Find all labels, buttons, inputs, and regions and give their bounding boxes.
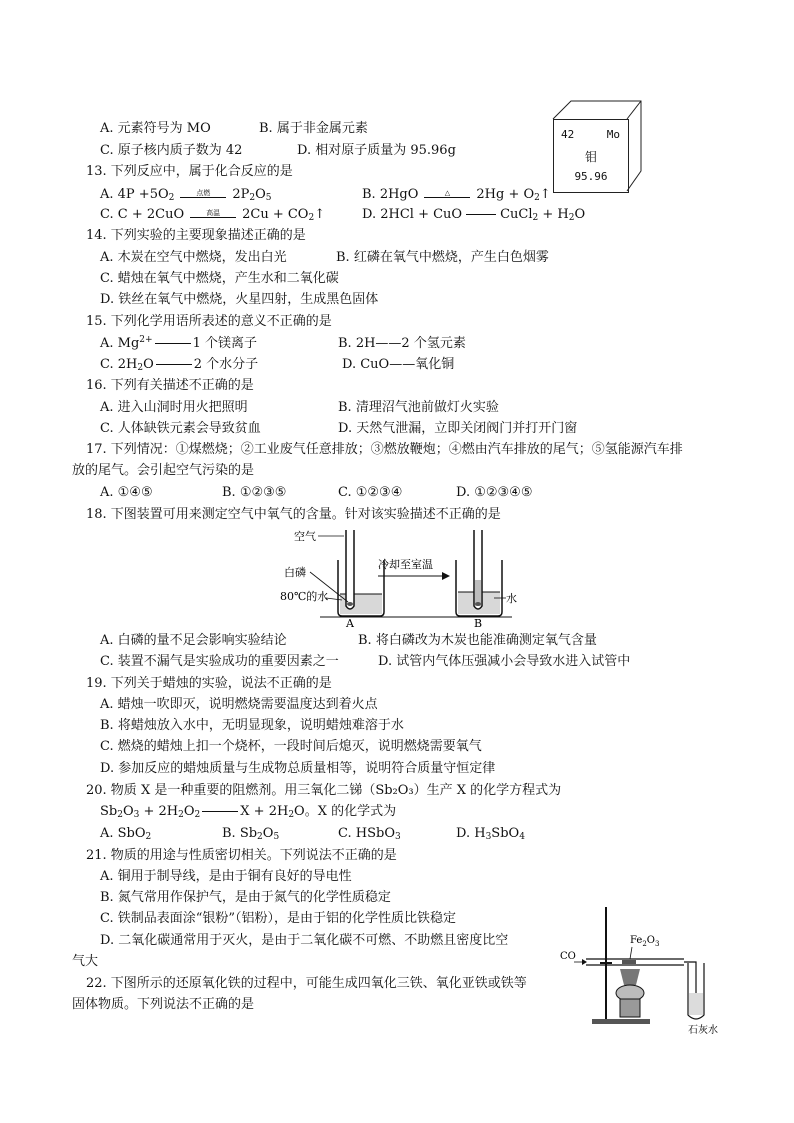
element-card-3d-edges: [552, 100, 642, 194]
fig-label-cool: 冷却至室温: [378, 558, 433, 571]
q20-option-c: C. HSbO$_3$: [338, 826, 401, 842]
q14-option-a: A. 木炭在空气中燃烧，发出白光: [100, 250, 287, 265]
q20-equation-tail: 。X 的化学式为: [304, 804, 397, 819]
q17-stem-line2: 放的尾气。会引起空气污染的是: [72, 463, 255, 478]
q18-figure: [280, 526, 530, 630]
q15-option-a-text: 1 个镁离子: [192, 336, 257, 351]
q20-stem: 20. 物质 X 是一种重要的阻燃剂。用三氧化二锑（Sb₂O₃）生产 X 的化学方程式为: [86, 783, 562, 798]
q20-option-a: A. SbO$_2$: [100, 826, 152, 842]
element-symbol: Mo: [606, 128, 620, 141]
element-name: 钼: [584, 150, 597, 164]
q15-stem: 15. 下列化学用语所表述的意义不正确的是: [86, 314, 332, 329]
condition-ignite: 点燃: [196, 188, 211, 197]
fig-label-limewater: 石灰水: [688, 1025, 718, 1035]
q20-option-b: B. $Sb_2O_5$: [222, 826, 280, 842]
q21-option-d-line1: D. 二氧化碳通常用于灭火，是由于二氧化碳不可燃、不助燃且密度比空: [100, 933, 509, 948]
q18-option-d: D. 试管内气体压强减小会导致水进入试管中: [378, 654, 631, 669]
q18-option-a: A. 白磷的量不足会影响实验结论: [100, 633, 287, 648]
fig-label-water-80c: 80℃的水: [280, 590, 329, 603]
q12-option-a: A. 元素符号为 MO: [100, 121, 211, 136]
q15-option-c-text: 2 个水分子: [193, 357, 259, 372]
fig-label-air: 空气: [294, 530, 316, 543]
q13-option-b: B. 2HgO △ $2Hg + O_2↑$: [362, 186, 551, 204]
q17-option-b: B. ①②③⑤: [222, 485, 287, 500]
q20-equation: $Sb_2O_3 + 2H_2O_2$ $X + 2H_2O$。X 的化学式为: [100, 804, 397, 820]
q16-option-d: D. 天然气泄漏，立即关闭阀门并打开门窗: [338, 421, 578, 436]
q16-option-c: C. 人体缺铁元素会导致贫血: [100, 421, 261, 436]
condition-high-temp: 高温: [206, 208, 221, 217]
q17-option-a: A. ①④⑤: [100, 485, 153, 500]
fig-label-a: A: [346, 617, 354, 630]
q19-option-b: B. 将蜡烛放入水中，无明显现象，说明蜡烛难溶于水: [100, 718, 404, 733]
q18-option-c: C. 装置不漏气是实验成功的重要因素之一: [100, 654, 339, 669]
q19-stem: 19. 下列关于蜡烛的实验，说法不正确的是: [86, 676, 332, 691]
q17-option-c: C. ①②③④: [338, 485, 403, 500]
q21-option-b: B. 氮气常用作保护气，是由于氮气的化学性质稳定: [100, 890, 391, 905]
q16-option-b: B. 清理沼气池前做灯火实验: [338, 400, 499, 415]
q13-option-a: A. $4P +5O_2$ 点燃 $2P_2O_5$: [100, 186, 272, 204]
q18-stem: 18. 下图装置可用来测定空气中氧气的含量。针对该实验描述不正确的是: [86, 507, 501, 522]
q19-option-c: C. 燃烧的蜡烛上扣一个烧杯，一段时间后熄灭，说明燃烧需要氧气: [100, 739, 482, 754]
q15-option-c: C. $2H_2O$ 2 个水分子: [100, 357, 259, 373]
q21-option-d-line2: 气大: [72, 954, 99, 969]
q12-option-b: B. 属于非金属元素: [259, 121, 368, 136]
q14-option-b: B. 红磷在氧气中燃烧，产生白色烟雾: [336, 250, 549, 265]
fig-label-phosphorus: 白磷: [284, 566, 306, 579]
q14-option-c: C. 蜡烛在氧气中燃烧，产生水和二氧化碳: [100, 271, 339, 286]
q18-option-b: B. 将白磷改为木炭也能准确测定氧气含量: [358, 633, 597, 648]
q15-option-b: B. 2H——2 个氢元素: [338, 336, 466, 351]
fig-label-co: CO: [560, 951, 576, 962]
q17-stem-line1: 17. 下列情况：①煤燃烧；②工业废气任意排放；③燃放鞭炮；④燃由汽车排放的尾气；⑤氢能源汽车排: [86, 442, 683, 457]
q14-option-d: D. 铁丝在氧气中燃烧，火星四射，生成黑色固体: [100, 292, 379, 307]
q21-option-a: A. 铜用于制导线，是由于铜有良好的导电性: [100, 869, 352, 884]
q21-option-c: C. 铁制品表面涂“银粉”（铝粉），是由于铝的化学性质比铁稳定: [100, 911, 457, 926]
q13-stem: 13. 下列反应中，属于化合反应的是: [86, 164, 293, 179]
q21-stem: 21. 物质的用途与性质密切相关。下列说法不正确的是: [86, 848, 397, 863]
q13-option-c: C. C + 2CuO 高温 $2Cu + CO_2↑$: [100, 206, 325, 224]
q16-stem: 16. 下列有关描述不正确的是: [86, 378, 254, 393]
q15-option-d: D. CuO——氧化铜: [342, 357, 455, 372]
q22-stem-line1: 22. 下图所示的还原氧化铁的过程中，可能生成四氧化三铁、氧化亚铁或铁等: [86, 976, 527, 991]
fig-label-water: 水: [506, 592, 517, 605]
q15-option-a: A. $Mg^{2+}$ 1 个镁离子: [100, 335, 257, 351]
q19-option-d: D. 参加反应的蜡烛质量与生成物总质量相等，说明符合质量守恒定律: [100, 761, 496, 776]
q17-option-d: D. ①②③④⑤: [456, 485, 533, 500]
atomic-mass: 95.96: [574, 170, 608, 183]
condition-heat: △: [444, 188, 451, 197]
atomic-number: 42: [561, 128, 575, 141]
q14-stem: 14. 下列实验的主要现象描述正确的是: [86, 228, 306, 243]
q16-option-a: A. 进入山洞时用火把照明: [100, 400, 248, 415]
q20-option-d: D. $H_3SbO_4$: [456, 826, 525, 842]
fig-label-fe2o3: $Fe_2O_3$: [630, 935, 660, 948]
q12-option-d: D. 相对原子质量为 95.96g: [297, 143, 456, 158]
q22-stem-line2: 固体物质。下列说法不正确的是: [72, 997, 255, 1012]
q22-figure: [556, 905, 736, 1035]
fig-label-b: B: [474, 617, 483, 630]
q13-option-d: D. 2HCl + CuO CuCl$_2$ + $H_2O$: [362, 207, 586, 223]
q19-option-a: A. 蜡烛一吹即灭，说明燃烧需要温度达到着火点: [100, 697, 378, 712]
q12-option-c: C. 原子核内质子数为 42: [100, 143, 243, 158]
